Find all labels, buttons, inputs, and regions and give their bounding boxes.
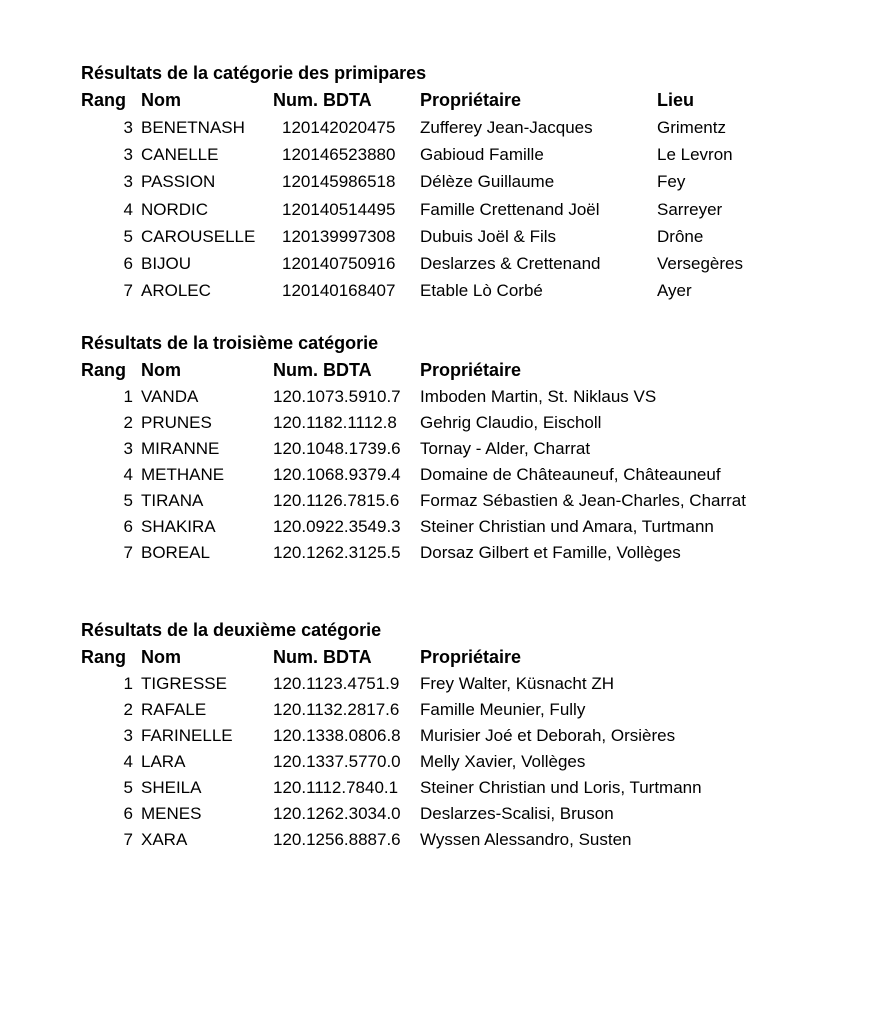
table-header [81, 357, 881, 384]
cell-nom: XARA [141, 830, 188, 849]
table-row [81, 488, 881, 514]
table-row [81, 827, 881, 853]
cell-rang: 4 [123, 465, 133, 484]
cell-bdta: 120140750916 [282, 253, 396, 273]
cell-rang: 5 [123, 491, 133, 510]
cell-bdta: 120146523880 [282, 145, 396, 165]
cell-proprietaire: Dubuis Joël & Fils [420, 226, 557, 246]
table-row [81, 749, 881, 775]
cell-proprietaire: Wyssen Alessandro, Susten [420, 830, 632, 849]
cell-lieu: Sarreyer [657, 199, 723, 219]
table-row [81, 436, 881, 462]
cell-nom: TIRANA [141, 491, 204, 510]
table-row [81, 410, 881, 436]
table-row [81, 196, 881, 223]
cell-nom: METHANE [141, 465, 225, 484]
cell-rang: 7 [123, 281, 133, 301]
cell-bdta: 120.1338.0806.8 [273, 726, 401, 745]
cell-rang: 3 [123, 145, 133, 165]
cell-rang: 3 [123, 172, 133, 192]
section-primipares [81, 60, 881, 304]
cell-bdta: 120.1262.3034.0 [273, 804, 401, 823]
cell-rang: 7 [123, 543, 133, 562]
table-body [81, 384, 881, 566]
cell-proprietaire: Zufferey Jean-Jacques [420, 118, 593, 137]
cell-rang: 3 [123, 118, 133, 137]
cell-rang: 6 [123, 804, 133, 823]
table-row [81, 250, 881, 277]
cell-proprietaire: Tornay - Alder, Charrat [420, 439, 591, 458]
cell-proprietaire: Frey Walter, Küsnacht ZH [420, 674, 614, 693]
header-bdta: Num. BDTA [273, 90, 372, 110]
cell-bdta: 120.1262.3125.5 [273, 543, 401, 562]
cell-rang: 4 [123, 752, 133, 771]
section-title: Résultats de la troisième catégorie [81, 333, 379, 353]
cell-proprietaire: Famille Crettenand Joël [420, 199, 600, 219]
header-proprietaire: Propriétaire [420, 90, 522, 110]
cell-bdta: 120.1112.7840.1 [273, 778, 399, 797]
cell-nom: LARA [141, 752, 186, 771]
cell-rang: 2 [123, 413, 133, 432]
cell-nom: PRUNES [141, 413, 212, 432]
table-row [81, 223, 881, 250]
cell-nom: VANDA [141, 387, 199, 406]
table-row [81, 141, 881, 168]
cell-rang: 4 [123, 199, 133, 219]
header-lieu: Lieu [657, 90, 695, 110]
cell-nom: BOREAL [141, 543, 210, 562]
section-title: Résultats de la catégorie des primipares [81, 63, 427, 83]
cell-proprietaire: Etable Lò Corbé [420, 281, 543, 301]
cell-proprietaire: Domaine de Châteauneuf, Châteauneuf [420, 465, 721, 484]
header-nom: Nom [141, 647, 181, 667]
cell-proprietaire: Gabioud Famille [420, 145, 544, 165]
cell-rang: 6 [123, 517, 133, 536]
table-header [81, 644, 881, 671]
cell-lieu: Drône [657, 226, 704, 246]
cell-rang: 1 [123, 674, 133, 693]
cell-bdta: 120.1068.9379.4 [273, 465, 401, 484]
cell-nom: RAFALE [141, 700, 207, 719]
cell-bdta: 120.1256.8887.6 [273, 830, 401, 849]
cell-bdta: 120142020475 [282, 118, 396, 137]
cell-lieu: Grimentz [657, 118, 726, 137]
cell-bdta: 120140514495 [282, 199, 396, 219]
cell-bdta: 120.1132.2817.6 [273, 700, 400, 719]
cell-nom: SHEILA [141, 778, 202, 797]
header-nom: Nom [141, 90, 181, 110]
cell-lieu: Fey [657, 172, 686, 192]
cell-proprietaire: Murisier Joé et Deborah, Orsières [420, 726, 676, 745]
header-rang: Rang [81, 360, 126, 380]
cell-bdta: 120.1126.7815.6 [273, 491, 400, 510]
cell-bdta: 120145986518 [282, 172, 396, 192]
section-troisieme-categorie [81, 330, 881, 566]
table-row [81, 697, 881, 723]
cell-proprietaire: Melly Xavier, Vollèges [420, 752, 586, 771]
header-bdta: Num. BDTA [273, 647, 372, 667]
cell-rang: 5 [123, 778, 133, 797]
cell-proprietaire: Délèze Guillaume [420, 172, 555, 192]
cell-proprietaire: Steiner Christian und Loris, Turtmann [420, 778, 702, 797]
table-row [81, 671, 881, 697]
cell-bdta: 120.1073.5910.7 [273, 387, 401, 406]
cell-nom: CANELLE [141, 145, 219, 165]
table-row [81, 801, 881, 827]
cell-bdta: 120139997308 [282, 226, 396, 246]
table-row [81, 775, 881, 801]
header-nom: Nom [141, 360, 181, 380]
cell-rang: 3 [123, 439, 133, 458]
cell-rang: 1 [123, 387, 133, 406]
header-bdta: Num. BDTA [273, 360, 372, 380]
cell-rang: 5 [123, 226, 133, 246]
cell-bdta: 120.1182.1112.8 [273, 413, 397, 432]
cell-bdta: 120.0922.3549.3 [273, 517, 401, 536]
table-header [81, 87, 881, 114]
cell-bdta: 120.1123.4751.9 [273, 674, 400, 693]
cell-lieu: Versegères [657, 253, 743, 273]
table-row [81, 723, 881, 749]
cell-proprietaire: Imboden Martin, St. Niklaus VS [420, 387, 657, 406]
cell-bdta: 120.1048.1739.6 [273, 439, 401, 458]
header-rang: Rang [81, 90, 126, 110]
cell-nom: FARINELLE [141, 726, 233, 745]
section-title: Résultats de la deuxième catégorie [81, 620, 382, 640]
cell-proprietaire: Formaz Sébastien & Jean-Charles, Charrat [420, 491, 746, 510]
cell-lieu: Le Levron [657, 145, 733, 165]
cell-proprietaire: Dorsaz Gilbert et Famille, Vollèges [420, 543, 681, 562]
header-proprietaire: Propriétaire [420, 647, 522, 667]
cell-nom: TIGRESSE [141, 674, 227, 693]
cell-nom: MENES [141, 804, 202, 823]
cell-nom: SHAKIRA [141, 517, 216, 536]
cell-proprietaire: Famille Meunier, Fully [420, 700, 586, 719]
cell-lieu: Ayer [657, 281, 692, 301]
table-body [81, 671, 881, 853]
header-rang: Rang [81, 647, 126, 667]
cell-nom: CAROUSELLE [141, 226, 256, 246]
table-row [81, 514, 881, 540]
table-row [81, 114, 881, 141]
cell-proprietaire: Deslarzes-Scalisi, Bruson [420, 804, 614, 823]
cell-bdta: 120.1337.5770.0 [273, 752, 401, 771]
cell-nom: BENETNASH [141, 118, 245, 137]
table-row [81, 277, 881, 304]
cell-nom: PASSION [141, 172, 216, 192]
table-row [81, 168, 881, 195]
cell-rang: 2 [123, 700, 133, 719]
cell-nom: MIRANNE [141, 439, 220, 458]
cell-nom: AROLEC [141, 281, 211, 301]
section-deuxieme-categorie [81, 617, 881, 853]
cell-bdta: 120140168407 [282, 281, 396, 301]
header-proprietaire: Propriétaire [420, 360, 522, 380]
table-body [81, 114, 881, 304]
cell-proprietaire: Steiner Christian und Amara, Turtmann [420, 517, 714, 536]
cell-proprietaire: Gehrig Claudio, Eischoll [420, 413, 602, 432]
cell-nom: NORDIC [141, 199, 209, 219]
table-row [81, 462, 881, 488]
table-row [81, 384, 881, 410]
cell-rang: 3 [123, 726, 133, 745]
cell-rang: 6 [123, 253, 133, 273]
cell-rang: 7 [123, 830, 133, 849]
table-row [81, 540, 881, 566]
cell-nom: BIJOU [141, 253, 192, 273]
cell-proprietaire: Deslarzes & Crettenand [420, 253, 601, 273]
